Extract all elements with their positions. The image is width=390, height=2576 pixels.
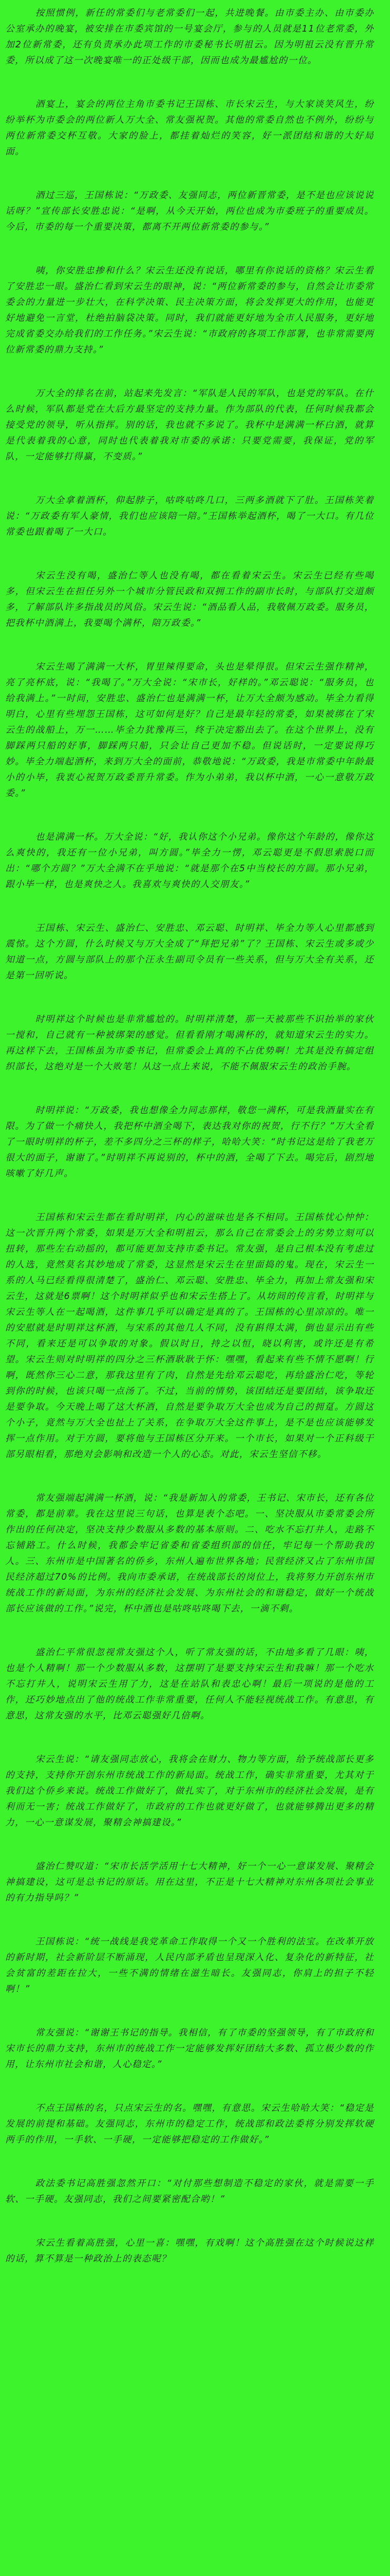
- paragraph: 万大全拿着酒杯，仰起脖子，咕咚咕咚几口，三两多酒就下了肚。王国栋笑着说：“万政委有军人豪情，我们也应该陪一陪。”王国栋举起酒杯，喝了一大口。有几位常委也跟着喝了一大口。: [5, 495, 374, 537]
- paragraph: 也是满满一杯。万大全说：“好，我认你这个小兄弟。像你这个年龄的，像你这么爽快的，我还有一位小兄弟，叫方圆。”毕全力一愣，邓云聪更是不假思索脱口而出：“哪个方圆？”万大全满不在乎地说：“就是那个在5中当校长的方圆。那小兄弟，跟小毕一样，也是爽快之人。我喜欢与爽快的人交朋友。”: [5, 832, 374, 890]
- paragraph: 不点王国栋的名，只点宋云生的名。嘿嘿，有意思。宋云生哈哈大笑：“稳定是发展的前提和基础。友强同志，东州市的稳定工作，统战部和政法委将分别发挥软硬两手的作用，一手软、一手硬，一定能够把稳定的工作做好。”: [5, 2103, 374, 2145]
- paragraph: 万大全的排名在前，站起来先发言：“军队是人民的军队，也是党的军队。在什么时候，军队都是党在大后方最坚定的支持力量。作为部队的代表，任何时候我都会接受党的领导，听从指挥。别的话，我也就不多说了。我杯中是满满一杯白酒，就算是代表着我的心意，同时也代表着我对市委的承诺：只要党需要，我保证，党的军队，一定能够打得赢，不变质。”: [5, 388, 374, 462]
- paragraph: 宋云生喝了满满一大杯，胃里辣得要命，头也是晕得很。但宋云生强作精神，亮了亮杯底，说：“我喝了。”万大全说：“宋市长，好样的。”邓云聪说：“服务员，也给我满上。”一时间，安胜忠、盛治仁也是满满一杯，让万大全颇为感动。毕全力看得明白，心里有些埋怨王国栋，这可如何是好？自己是最年轻的常委，如果被绑在了宋云生的战船上，万一……毕全力犹豫再三，终于决定豁出去了。在这个世界上，没有脚踩两只船的好事，脚踩两只船，只会让自己更加不稳。但说话时，一定要说得巧妙。毕全力端起酒杯，来到万大全的面前，恭敬地说：“万政委，我是市常委中年龄最小的小毕，我衷心祝贺万政委晋升常委。作为小弟弟，我以杯中酒，一心一意敬万政委。”: [5, 662, 374, 799]
- paragraph: 酒过三巡，王国栋说：“万政委、友强同志，两位新晋常委，是不是也应该说说话呀？”宣传部长安胜忠说：“是啊，从今天开始，两位也成为市委班子的重要成员。今后，市委的每一个重要决策，都离不开两位新常委的参与。”: [5, 190, 374, 232]
- paragraph: 宋云生说：“请友强同志放心，我将会在财力、物力等方面，给予统战部长更多的支持，支持你开创东州市统战工作的新局面。统战工作，确实非常重要，尤其对于我们这个侨乡来说。统战工作做好了，做扎实了，对于东州市的经济社会发展，是有利而无一害；统战工作做好了，市政府的工作也就更好做了，也就能够腾出更多的精力，一心一意谋发展，聚精会神搞建设。”: [5, 1754, 374, 1828]
- paragraph: 宋云生没有喝，盛治仁等人也没有喝，都在看着宋云生。宋云生已经有些喝多，但宋云生在担任另外一个城市分管民政和双拥工作的副市长时，与部队打交道颇多，了解部队许多指战员的风俗。宋云生说：“酒品看人品，我敬佩万政委。服务员，把我杯中酒满上，我要喝个满杯，陪万政委。”: [5, 571, 374, 628]
- paragraph: 时明祥说：“万政委，我也想像全力同志那样，敬您一满杯，可是我酒量实在有限。为了做一个痛快人，我把杯中酒全喝下，表达我对你的祝贺，行不行？”万大全看了一眼时明祥的杯子，差不多四分之三杯的样子，哈哈大笑：“时书记这是给了我老万很大的面子，谢谢了。”时明祥不再说别的，杯中的酒，全喝了下去。喝完后，剧烈地咳嗽了好几声。: [5, 1105, 374, 1179]
- paragraph: 咦，你安胜忠掺和什么？宋云生还没有说话，哪里有你说话的资格？宋云生看了安胜忠一眼。盛治仁看到宋云生的眼神，说：“两位新常委的参与，自然会让市委常委会的力量进一步壮大，在科学决策、民主决策方面，将会发挥更大的作用，也能更好地避免一言堂，杜绝拍脑袋决策。同时，我们就能更好地为全市人民服务，更好地完成省委交办给我们的工作任务。”宋云生说：“市政府的各项工作部署，也非常需要两位新常委的鼎力支持。”: [5, 266, 374, 355]
- paragraph: 政法委书记高胜强忽然开口：“对付那些想制造不稳定的家伙，就是需要一手软、一手硬。友强同志，我们之间要紧密配合哟！”: [5, 2178, 374, 2205]
- paragraph: 酒宴上，宴会的两位主角市委书记王国栋、市长宋云生，与大家谈笑风生，纷纷举杯为市委会的两位新人万大全、常友强祝贺。其他的常委自然也不例外，纷纷与两位新常委交杯互敬。大家的脸上，都挂着灿烂的笑容，好一派团结和谐的大好局面。: [5, 99, 374, 157]
- paragraph: 王国栋、宋云生、盛治仁、安胜忠、邓云聪、时明祥、毕全力等人心里都感到震惊。这个方圆，什么时候又与万大全成了“拜把兄弟”了？王国栋、宋云生或多或少知道一点，方圆与部队上的那个汪永生副司令员有一些关系，但与万大全有关系，还是第一回听说。: [5, 923, 374, 981]
- paragraph: 王国栋和宋云生都在看时明祥，内心的滋味也是各不相同。王国栋忧心忡忡：这一次晋升两个常委，如果是万大全和明祖云，那么自己在常委会上的劣势立刻可以扭转，那些左右动摇的，都可能更加支持市委书记。常友强，是自己根本没有考虑过的人选，竟然莫名其妙地成了常委，这显然是宋云生在里面捣的鬼。现在，宋云生一系的人马已经看得很清楚了，盛治仁、邓云聪、安胜忠、毕全力，再加上常友强和宋云生，这就是6票啊！这个时明祥似乎也和宋云生搭上了。从坊间的传言看，时明祥与宋云生等人在一起喝酒，这件事几乎可以确定是真的了。王国栋的心里凉凉的。唯一的安慰就是时明祥这杯酒，与宋系的其他几人不同，没有斟得太满，倒也显示出有些不同，看来还是可以争取的对象。假以时日，持之以恒，晓以利害，或许还是有希望。宋云生则对时明祥的四分之三杯酒耿耿于怀：嘿嘿，看起来有些不情不愿啊！行啊，既然你三心二意，那我这里有了肉，自然是先给邓云聪吃，再给盛治仁吃，等轮到你的时候，也该只喝一点汤了。不过，当前的情势，该团结还是要团结，该争取还是要争取。今天晚上喝了这大杯酒，自然是要争取万大全也成为自己的拥趸。方圆这个小子，竟然与万大全也扯上了关系，在争取万大全这件事上，是不是也应该能够发挥一点作用。对于方圆，要将他与王国栋区分开来。一个市长，如果对一个正科级干部另眼相看，那绝对会影响和改造一个人的心态。对此，宋云生坚信不移。: [5, 1212, 374, 1460]
- paragraph: 常友强端起满满一杯酒，说：“我是新加入的常委，王书记、宋市长，还有各位常委，都是前辈。我在这里说三句话，也算是表个态吧。一、坚决服从市委常委会所作出的任何决定，坚决支持少数服从多数的基本原则。二、吃水不忘打井人，走路不忘铺路工。什么时候，我都会牢记省委和省委组织部的信任，牢记每一个帮助我的人。三、东州市是中国著名的侨乡，东州人遍布世界各地；民营经济又占了东州市国民经济超过70%的比例。我向市委承诺，在统战部长的岗位上，我将努力开创东州市统战工作的新局面，为东州的经济社会发展、为东州社会的和谐稳定，做好一个统战部长应该做的工作。”说完，杯中酒也是咕咚咕咚喝下去，一滴不剩。: [5, 1493, 374, 1614]
- paragraph: 王国栋说：“统一战线是我党革命工作取得一个又一个胜利的法宝。在改革开放的新时期，社会新阶层不断涌现，人民内部矛盾也呈现深入化、复杂化的新特征，社会贫富的差距在拉大，一些不满的情绪在滋生暗长。友强同志，你肩上的担子不轻啊！”: [5, 1936, 374, 1994]
- paragraph: 宋云生看着高胜强，心里一喜：嘿嘿，有戏啊！这个高胜强在这个时候说这样的话，算不算是一种政治上的表态呢？: [5, 2238, 374, 2264]
- paragraph: 常友强说：“谢谢王书记的指导。我相信，有了市委的坚强领导，有了市政府和宋市长的鼎力支持，东州市的统战工作一定能够发挥好团结大多数、孤立极少数的作用，让东州市社会和谐，人心稳定。”: [5, 2028, 374, 2070]
- paragraph: 盛治仁平常很忽视常友强这个人，听了常友强的话，不由地多看了几眼：咦，也是个人精啊！那一个少数服从多数，这摆明了是要支持宋云生和我嘛！那一个吃水不忘打井人，说明宋云生用了力，这是在站队和表忠心啊！最后一项说的是他的工作，还巧妙地点出了他的统战工作非常重要，任何人不能轻视统战工作。有意思，有意思，这常友强的水平，比邓云聪强好几倍啊。: [5, 1647, 374, 1721]
- paragraph-list: [5, 5, 374, 2267]
- paragraph: 按照惯例，新任的常委们与老常委们一起，共进晚餐。由市委主办、由市委办公室承办的晚宴，被安排在市委宾馆的一号宴会厅，参与的人员就是11位老常委，外加2位新常委，还有负责承办此项工作的市委秘书长明祖云。因为明祖云没有晋升常委，所以成了这一次晚宴唯一的正处级干部，因而也成为最尴尬的一位。: [5, 8, 374, 66]
- paragraph: 时明祥这个时候也是非常尴尬的。时明祥清楚，那一天被那些不识抬举的家伙一搅和，自己就有一种被绑架的感觉。但看看刚才喝满杯的，就知道宋云生的实力。再这样下去，王国栋虽为市委书记，但常委会上真的不占优势啊！尤其是没有搞定组织部长，这绝对是一个大败笔！从这一点上来说，不能不佩服宋云生的政治手腕。: [5, 1014, 374, 1072]
- paragraph: 盛治仁赞叹道：“宋市长活学活用十七大精神，好一个一心一意谋发展、聚精会神搞建设，这可是总书记的原话。用在这里，不正是十七大精神对东州各项社会事业的有力指导吗？”: [5, 1861, 374, 1903]
